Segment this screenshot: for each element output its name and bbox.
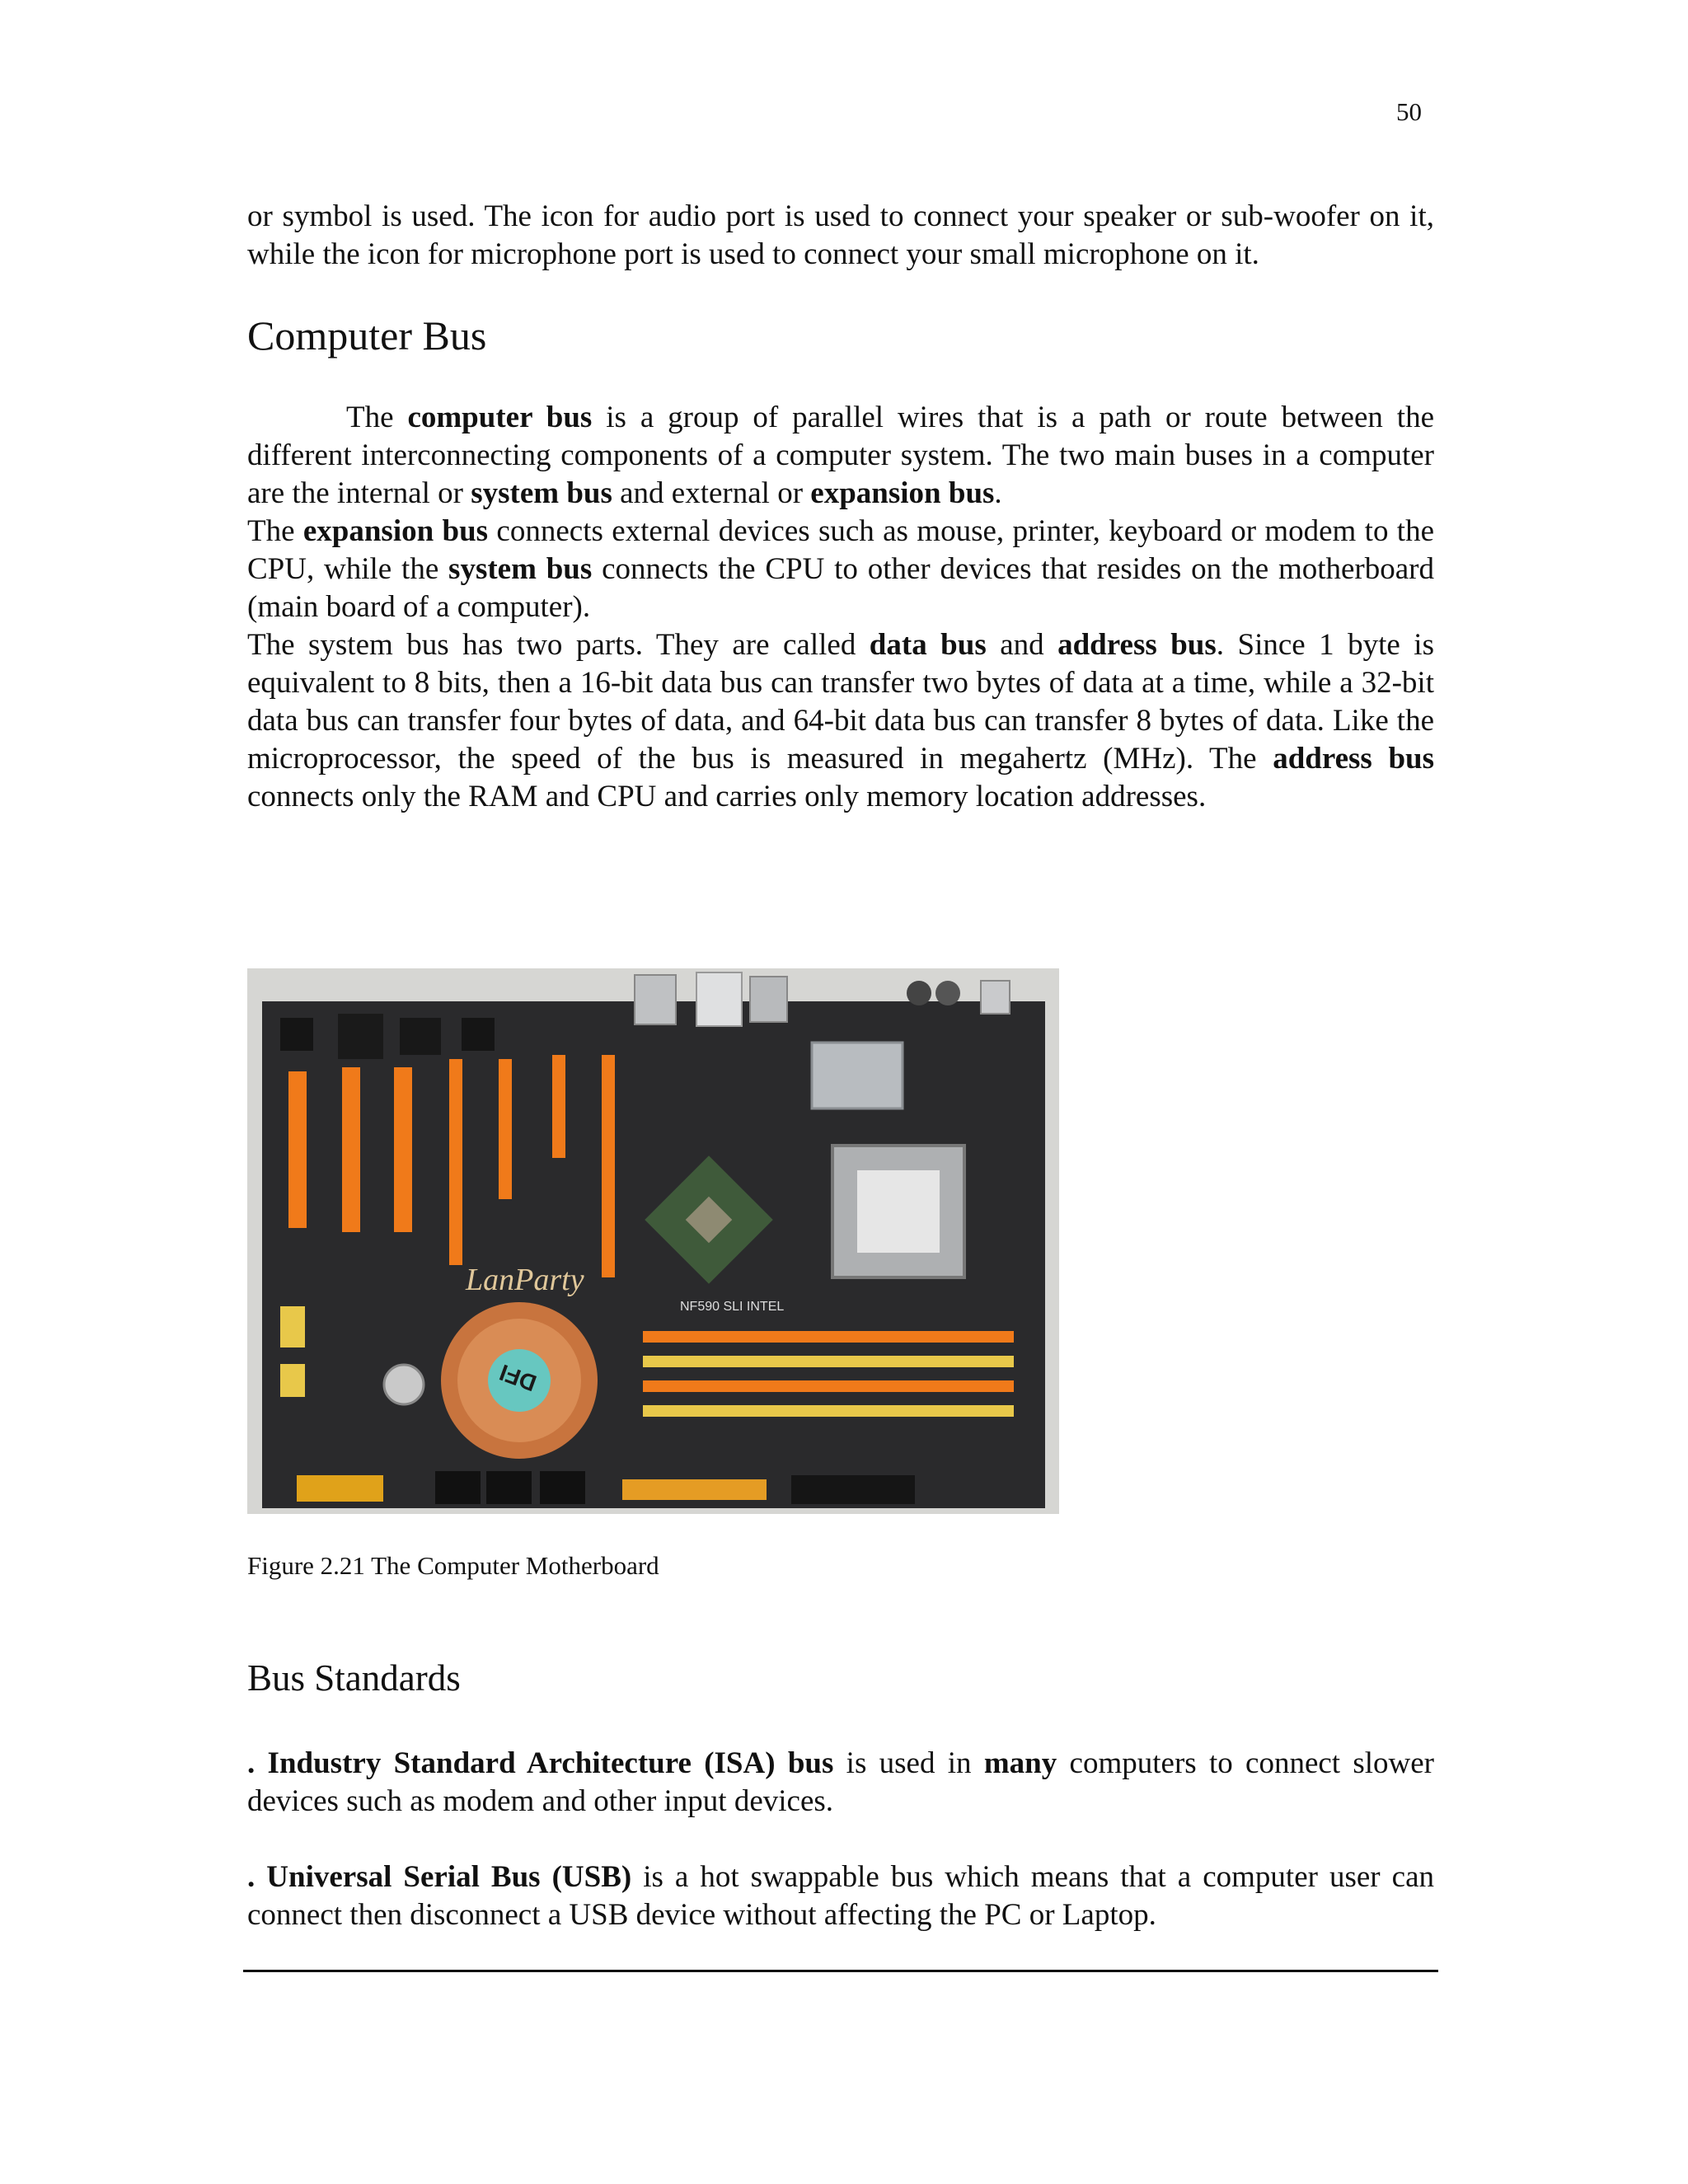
bold-term: computer bus [407, 401, 593, 434]
text: and [986, 628, 1058, 662]
text: is used in [833, 1746, 984, 1780]
motherboard-photo [247, 968, 1059, 1514]
bold-term: . Universal Serial Bus (USB) [247, 1860, 632, 1894]
bold-term: . Industry Standard Architecture (ISA) bus [247, 1746, 834, 1780]
text: connects only the RAM and CPU and carries only memory location addresses. [247, 780, 1207, 813]
text: connects the CPU to other devices that resides on the motherboard (main board of a computer). [247, 552, 1434, 624]
text: is a group of parallel wires that is a path or route between the different interconnecting components of a computer system. The two main buses in a computer are the internal or [247, 401, 1434, 510]
bold-term: data bus [869, 628, 987, 662]
paragraph-system-bus-parts [247, 626, 1434, 816]
bold-term: many [983, 1746, 1057, 1780]
ram-slot [643, 1380, 1014, 1392]
bold-term: expansion bus [302, 514, 489, 548]
page-number: 50 [1396, 97, 1422, 126]
bold-term: expansion bus [810, 476, 995, 510]
footer-rule [243, 1970, 1438, 1972]
paragraph-usb [247, 1858, 1434, 1934]
chip-label: NF590 SLI INTEL [680, 1300, 785, 1314]
section-heading-bus-standards: Bus Standards [247, 1657, 461, 1699]
paragraph-expansion-bus [247, 513, 1434, 626]
ram-slot [643, 1405, 1014, 1417]
bold-term: address bus [1057, 628, 1217, 662]
motherboard-illustration [247, 968, 1059, 1514]
text: The [247, 514, 303, 548]
text: computers to connect slower devices such as modem and other input devices. [247, 1746, 1435, 1818]
paragraph-computer-bus-definition [247, 399, 1434, 513]
bold-term: address bus [1273, 742, 1435, 776]
text: The [346, 401, 408, 434]
text: The system bus has two parts. They are called [247, 628, 870, 662]
expansion-slot [602, 1055, 615, 1277]
intro-paragraph: or symbol is used. The icon for audio port is used to connect your speaker or sub-woofer on it, while the icon for microphone port is used to connect your small microphone on it. [247, 199, 1434, 271]
figure-caption: Figure 2.21 The Computer Motherboard [247, 1551, 659, 1580]
text: is a hot swappable bus which means that a computer user can connect then disconnect a USB device without affecting the PC or Laptop. [247, 1860, 1434, 1932]
expansion-slot [552, 1055, 565, 1158]
text: . Since 1 byte is equivalent to 8 bits, then a 16-bit data bus can transfer two bytes of data at a time, while a 32-bit data bus can transfer four bytes of data, and 64-bit data bus can transfer 8 bytes of data. Like the microprocessor, the speed of the bus is measured in megahertz (MHz). The [247, 628, 1434, 776]
expansion-slot [394, 1067, 412, 1232]
expansion-slot [342, 1067, 360, 1232]
section-heading-computer-bus: Computer Bus [247, 312, 487, 359]
expansion-slot [288, 1071, 307, 1228]
bold-term: system bus [471, 476, 612, 510]
expansion-slot [499, 1059, 512, 1199]
bus-standards-body [247, 1745, 1434, 1972]
text: . [994, 476, 1002, 510]
paragraph-isa [247, 1745, 1434, 1821]
expansion-slot [449, 1059, 462, 1265]
vrm-heatsink [812, 1043, 903, 1108]
board-logo: LanParty [466, 1263, 584, 1297]
ram-slot [643, 1331, 1014, 1343]
text: and external or [612, 476, 811, 510]
text: connects external devices such as mouse, printer, keyboard or modem to the CPU, while the [247, 514, 1434, 586]
brand-logo: DFI [495, 1359, 540, 1397]
bold-term: system bus [448, 552, 593, 586]
ram-slot [643, 1356, 1014, 1367]
computer-bus-body [247, 399, 1434, 816]
